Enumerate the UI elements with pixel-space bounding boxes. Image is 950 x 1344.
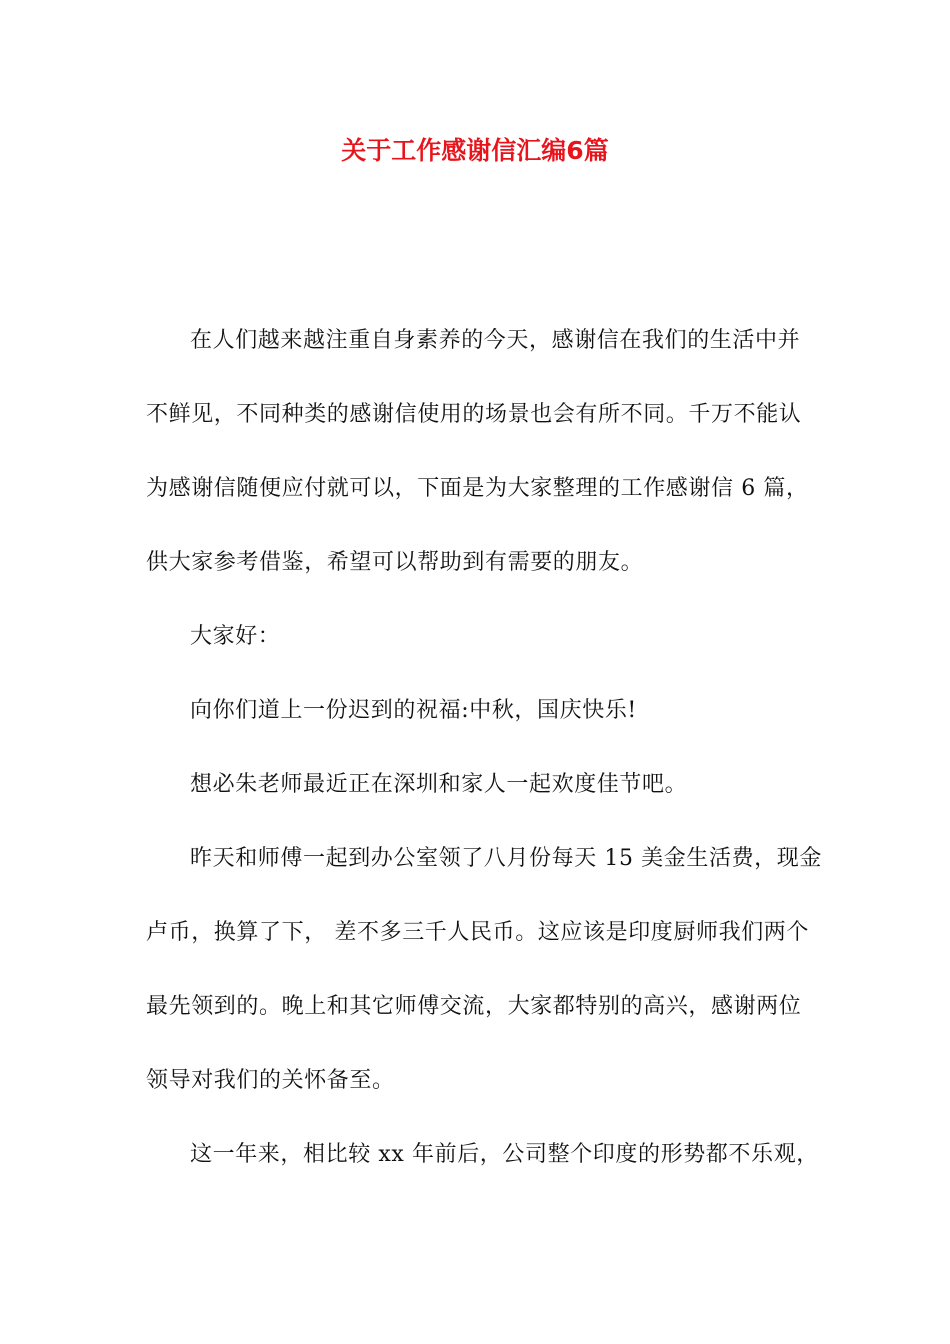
text-line: 向你们道上一份迟到的祝福:中秋，国庆快乐! — [190, 698, 637, 723]
paragraph-holiday — [146, 748, 808, 822]
text-line: 想必朱老师最近正在深圳和家人一起欢度佳节吧。 — [190, 772, 688, 797]
paragraph-wishes — [146, 674, 808, 748]
text-line: 最先领到的。晚上和其它师傅交流，大家都特别的高兴，感谢两位 — [146, 994, 802, 1019]
paragraph-greeting — [146, 600, 808, 674]
text-line: 卢币，换算了下， 差不多三千人民币。这应该是印度厨师我们两个 — [146, 920, 809, 945]
document-body — [146, 304, 822, 1192]
text-line: 领导对我们的关怀备至。 — [146, 1068, 395, 1093]
document-title: 关于工作感谢信汇编6篇 — [341, 136, 609, 165]
paragraph-allowance — [146, 822, 822, 1118]
text-line: 供大家参考借鉴，希望可以帮助到有需要的朋友。 — [146, 550, 644, 575]
text-line: 为感谢信随便应付就可以，下面是为大家整理的工作感谢信 6 篇， — [146, 476, 809, 501]
text-line: 不鲜见，不同种类的感谢信使用的场景也会有所不同。千万不能认 — [146, 402, 802, 427]
paragraph-intro — [146, 304, 808, 600]
paragraph-year-review — [146, 1118, 819, 1192]
text-line: 这一年来，相比较 xx 年前后，公司整个印度的形势都不乐观， — [190, 1142, 819, 1167]
text-line: 昨天和师傅一起到办公室领了八月份每天 15 美金生活费，现金 — [190, 846, 822, 871]
text-line: 在人们越来越注重自身素养的今天，感谢信在我们的生活中并 — [190, 328, 801, 353]
text-line: 大家好： — [190, 624, 281, 649]
